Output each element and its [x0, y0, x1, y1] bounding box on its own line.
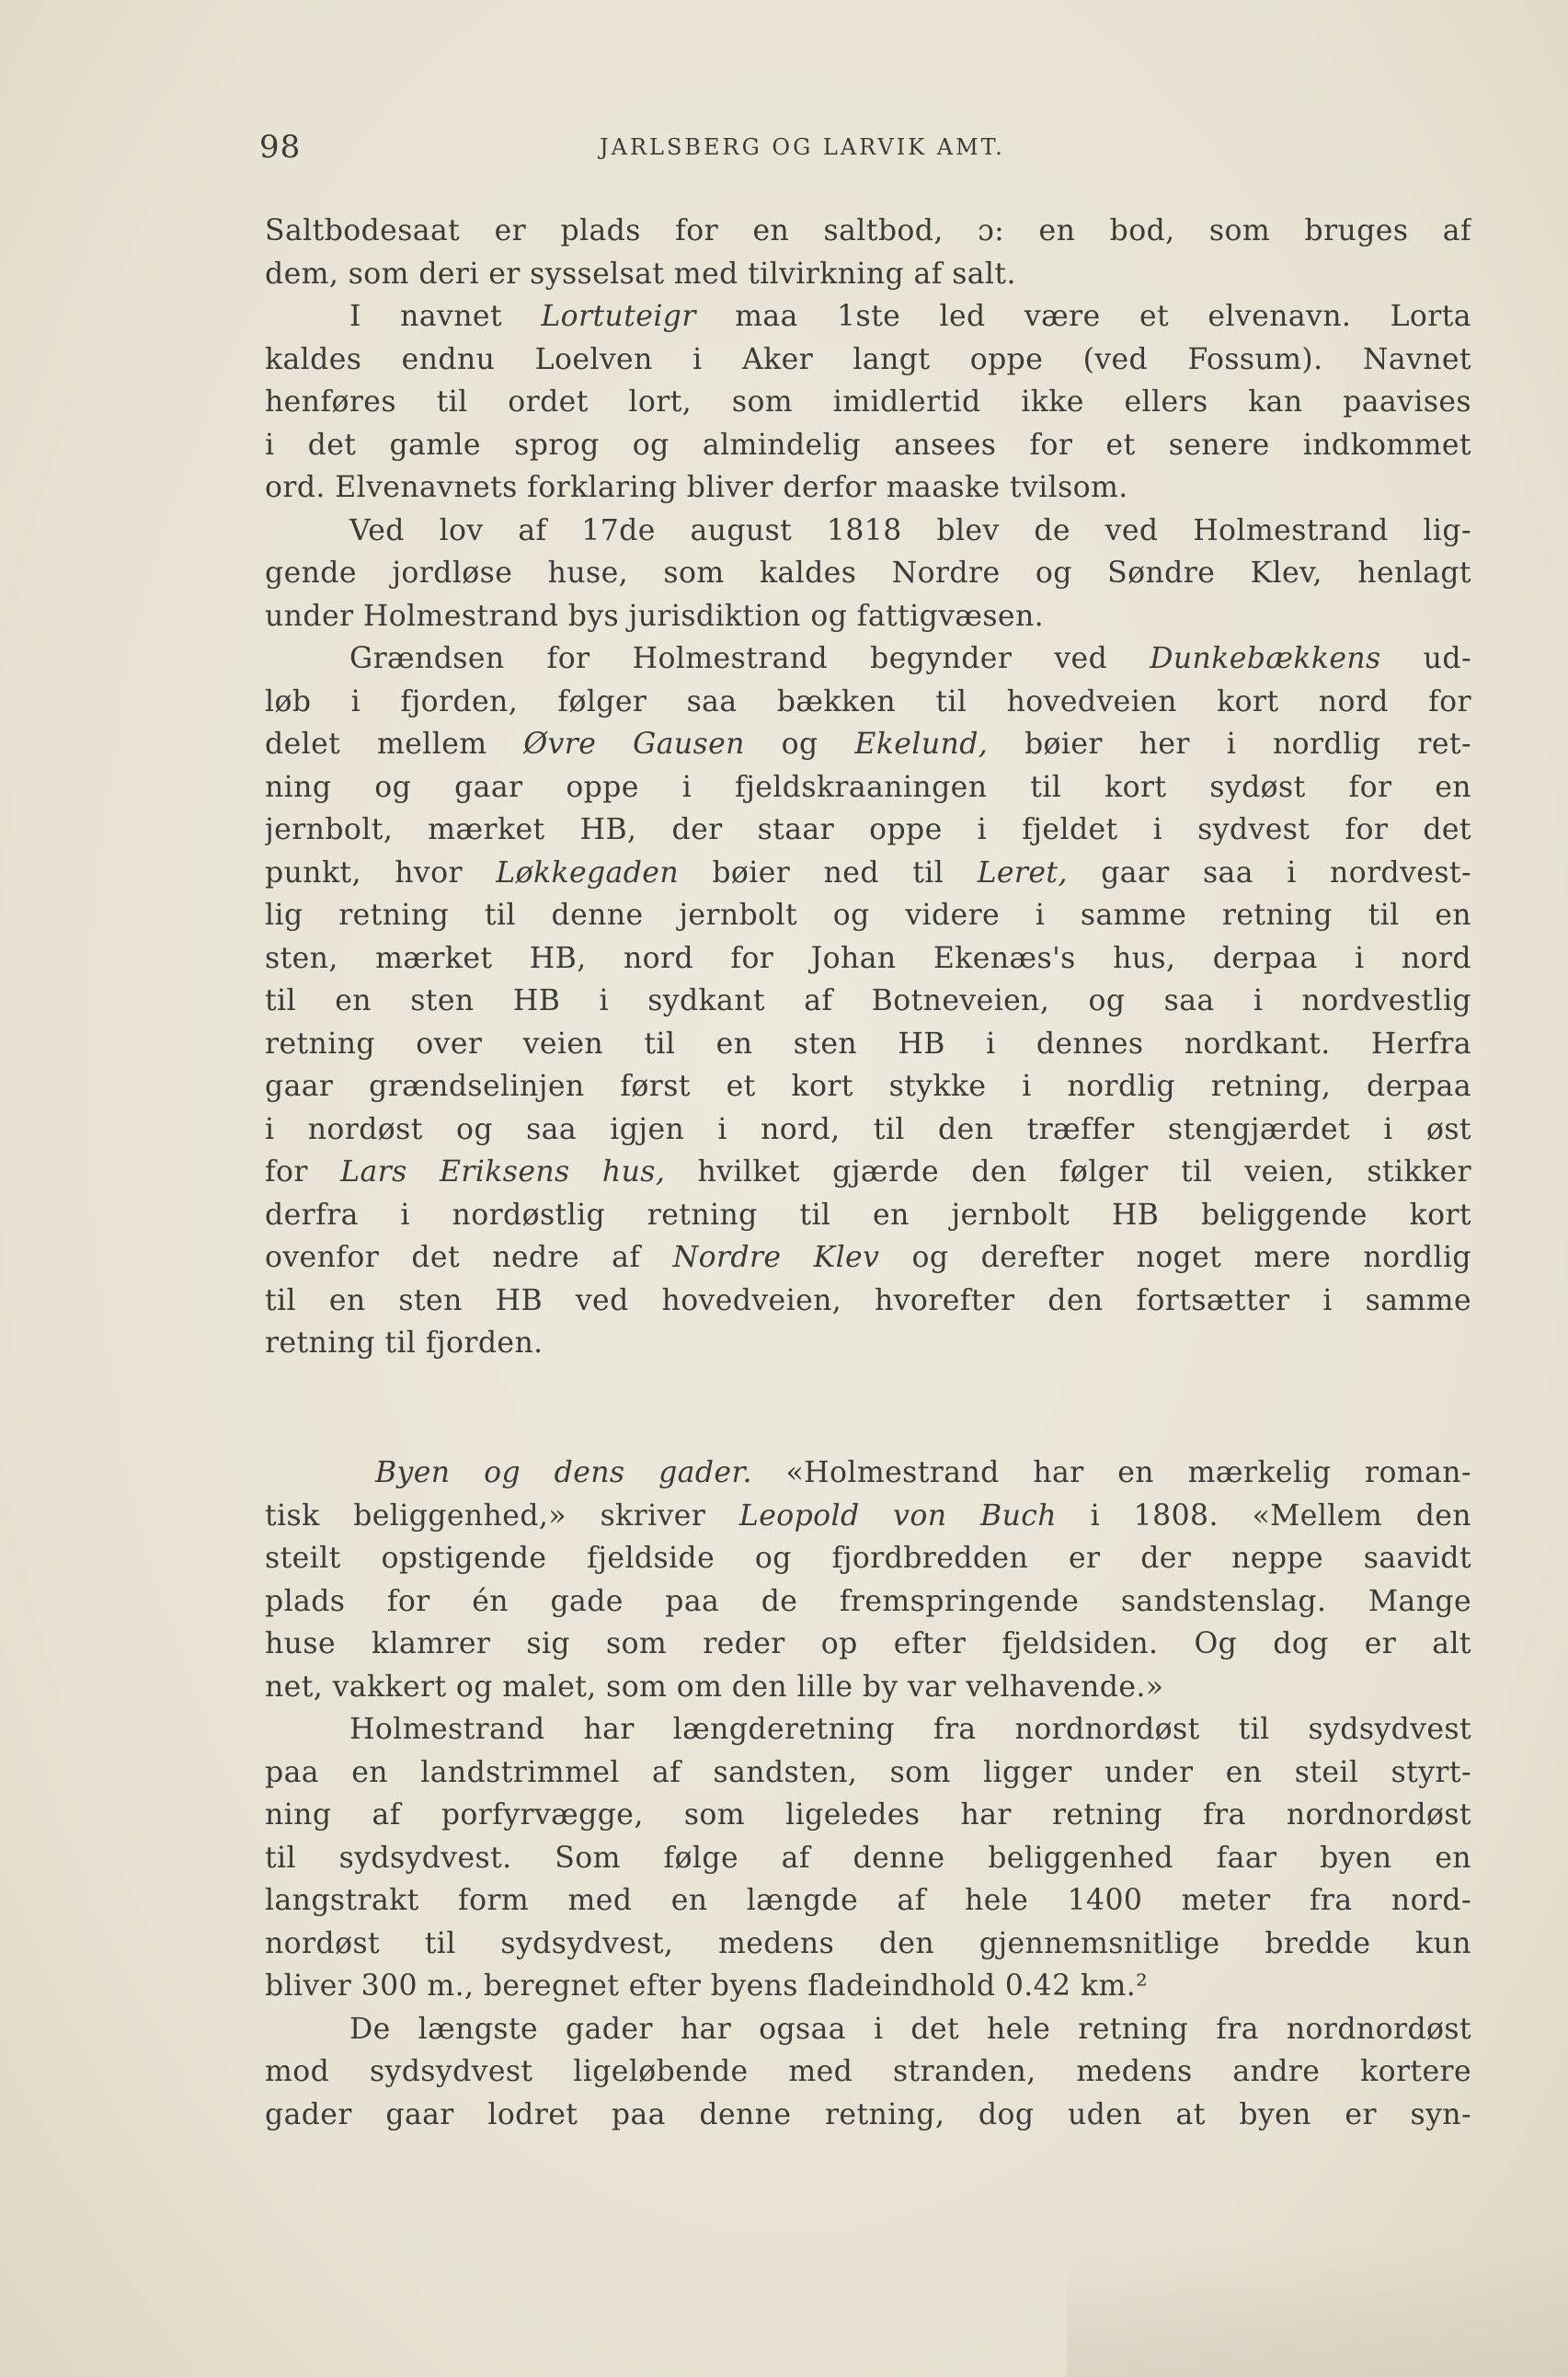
text-run: Ved lov af 17de august 1818 blev de ved Holmestrand lig-	[349, 513, 1471, 547]
text-run: for	[265, 1155, 341, 1188]
text-line	[265, 809, 1471, 852]
text-line	[265, 1023, 1471, 1066]
text-run: gaar grændselinjen først et kort stykke i nordlig retning, derpaa	[265, 1070, 1471, 1103]
text-run: delet mellem	[265, 728, 524, 761]
text-line	[265, 1151, 1471, 1194]
text-run: bøier her i nordlig ret-	[988, 728, 1471, 761]
text-line	[265, 1923, 1471, 1966]
page-number: 98	[259, 129, 302, 166]
text-run: nordøst til sydsydvest, medens den gjennemsnitlige bredde kun	[265, 1926, 1471, 1960]
text-run: Holmestrand har længderetning fra nordnordøst til sydsydvest	[349, 1713, 1471, 1746]
text-run: maa 1ste led være et elvenavn. Lorta	[695, 300, 1471, 333]
text-run: og derefter noget mere nordlig	[879, 1241, 1471, 1274]
text-run: steilt opstigende fjeldside og fjordbredden er der neppe saavidt	[265, 1542, 1471, 1575]
text-run: net, vakkert og malet, som om den lille by var velhavende.»	[265, 1670, 1164, 1704]
text-run: dem, som deri er sysselsat med tilvirkning af salt.	[265, 257, 1016, 291]
text-line	[265, 1236, 1471, 1280]
italic-name: Øvre Gausen	[523, 728, 745, 761]
text-line	[265, 424, 1471, 467]
text-run: «Holmestrand har en mærkelig roman-	[751, 1456, 1471, 1489]
text-run: ud-	[1380, 642, 1471, 675]
italic-name: Byen og dens gader.	[375, 1456, 752, 1489]
text-run: sten, mærket HB, nord for Johan Ekenæs's hus, derpaa i nord	[265, 941, 1471, 975]
text-line	[265, 1965, 1471, 2008]
text-line	[265, 1280, 1471, 1323]
text-run: hvilket gjærde den følger til veien, stikker	[665, 1155, 1471, 1188]
text-line	[265, 980, 1471, 1023]
text-run: derfra i nordøstlig retning til en jernbolt HB beliggende kort	[265, 1198, 1471, 1232]
text-line	[265, 1751, 1471, 1795]
text-run: Grændsen for Holmestrand begynder ved	[349, 642, 1150, 675]
text-run: ovenfor det nedre af	[265, 1241, 673, 1274]
text-line	[265, 552, 1471, 595]
text-run: mod sydsydvest ligeløbende med stranden, medens andre kortere	[265, 2055, 1471, 2088]
text-run: bøier ned til	[679, 855, 978, 890]
text-run: ning og gaar oppe i fjeldskraaningen til kort sydøst for en	[265, 770, 1471, 804]
page-corner-scuff	[1067, 2245, 1568, 2377]
text-run: jernbolt, mærket HB, der staar oppe i fjeldet i sydvest for det	[265, 813, 1471, 846]
text-run: løb i fjorden, følger saa bækken til hovedveien kort nord for	[265, 684, 1471, 718]
text-line	[265, 1879, 1471, 1923]
text-run: plads for én gade paa de fremspringende sandstenslag. Mange	[265, 1584, 1471, 1618]
text-run: huse klamrer sig som reder op efter fjeldsiden. Og dog er alt	[265, 1627, 1471, 1660]
text-line	[265, 1666, 1471, 1709]
text-run: gaar saa i nordvest-	[1067, 855, 1471, 890]
text-run: paa en landstrimmel af sandsten, som ligger under en steil styrt-	[265, 1755, 1471, 1789]
text-line	[265, 766, 1471, 810]
body-text-section-1	[265, 210, 1471, 1365]
text-line	[265, 1837, 1471, 1880]
text-line	[265, 466, 1471, 510]
text-run: ord. Elvenavnets forklaring bliver derfor maaske tvilsom.	[265, 471, 1128, 504]
text-line	[265, 1452, 1471, 1495]
text-run: ning af porfyrvægge, som ligeledes har retning fra nordnordøst	[265, 1798, 1471, 1832]
text-run: gende jordløse huse, som kaldes Nordre og Søndre Klev, henlagt	[265, 557, 1471, 590]
text-run: I navnet	[349, 300, 542, 333]
text-run: punkt, hvor	[265, 855, 497, 890]
text-run: i nordøst og saa igjen i nord, til den træffer stengjærdet i øst	[265, 1112, 1471, 1146]
italic-name: Løkkegaden	[496, 855, 680, 890]
text-line	[265, 1495, 1471, 1538]
text-run: i det gamle sprog og almindelig ansees for et senere indkommet	[265, 428, 1471, 462]
text-run: til en sten HB ved hovedveien, hvorefter den fortsætter i samme	[265, 1283, 1471, 1317]
running-head: JARLSBERG OG LARVIK AMT.	[600, 134, 1005, 160]
text-line	[265, 253, 1471, 296]
text-run: til sydsydvest. Som følge af denne beliggenhed faar byen en	[265, 1841, 1471, 1875]
text-line	[265, 723, 1471, 766]
text-run: bliver 300 m., beregnet efter byens fladeindhold 0.42 km.²	[265, 1969, 1149, 2003]
italic-name: Lortuteigr	[541, 300, 696, 333]
text-run: retning til fjorden.	[265, 1326, 544, 1360]
page-header	[259, 129, 1492, 169]
text-run: tisk beliggenhed,» skriver	[265, 1499, 739, 1533]
text-line	[265, 1194, 1471, 1237]
text-run: henføres til ordet lort, som imidlertid ikke ellers kan paavises	[265, 385, 1471, 419]
text-line	[265, 1065, 1471, 1108]
text-run: langstrakt form med en længde af hele 1400 meter fra nord-	[265, 1884, 1471, 1917]
text-run: kaldes endnu Loelven i Aker langt oppe (ved Fossum). Navnet	[265, 342, 1471, 376]
text-line	[265, 1794, 1471, 1837]
body-text-section-2	[265, 1452, 1471, 2136]
italic-name: Leret,	[977, 855, 1068, 890]
text-run: under Holmestrand bys jurisdiktion og fattigvæsen.	[265, 599, 1045, 633]
text-line	[265, 381, 1471, 424]
text-line	[265, 295, 1471, 339]
text-line	[265, 595, 1471, 638]
italic-name: Ekelund,	[854, 728, 989, 761]
text-line	[265, 1537, 1471, 1580]
text-line	[265, 1580, 1471, 1624]
text-run: Saltbodesaat er plads for en saltbod, ɔ: en bod, som bruges af	[265, 214, 1471, 247]
text-line	[265, 681, 1471, 724]
text-line	[265, 210, 1471, 253]
text-line	[265, 637, 1471, 681]
text-line	[265, 2094, 1471, 2137]
text-run: i 1808. «Mellem den	[1057, 1499, 1471, 1533]
text-line	[265, 937, 1471, 981]
text-line	[265, 339, 1471, 382]
text-line	[265, 1623, 1471, 1666]
text-run: gader gaar lodret paa denne retning, dog uden at byen er syn-	[265, 2097, 1471, 2131]
text-run: De længste gader har ogsaa i det hele retning fra nordnordøst	[349, 2012, 1471, 2046]
text-run: og	[744, 728, 855, 761]
text-line	[265, 1708, 1471, 1751]
text-line	[265, 1322, 1471, 1365]
text-run: til en sten HB i sydkant af Botneveien, og saa i nordvestlig	[265, 984, 1471, 1017]
text-line	[265, 1108, 1471, 1152]
text-run: retning over veien til en sten HB i dennes nordkant. Herfra	[265, 1027, 1471, 1061]
text-line	[265, 852, 1471, 895]
italic-name: Dunkebækkens	[1150, 642, 1381, 675]
text-line	[265, 2050, 1471, 2094]
italic-name: Nordre Klev	[672, 1241, 880, 1274]
text-run: lig retning til denne jernbolt og videre i samme retning til en	[265, 899, 1471, 932]
text-line	[265, 510, 1471, 553]
italic-name: Lars Eriksens hus,	[340, 1155, 666, 1188]
italic-name: Leopold von Buch	[738, 1499, 1057, 1533]
text-line	[265, 2008, 1471, 2051]
text-line	[265, 894, 1471, 937]
